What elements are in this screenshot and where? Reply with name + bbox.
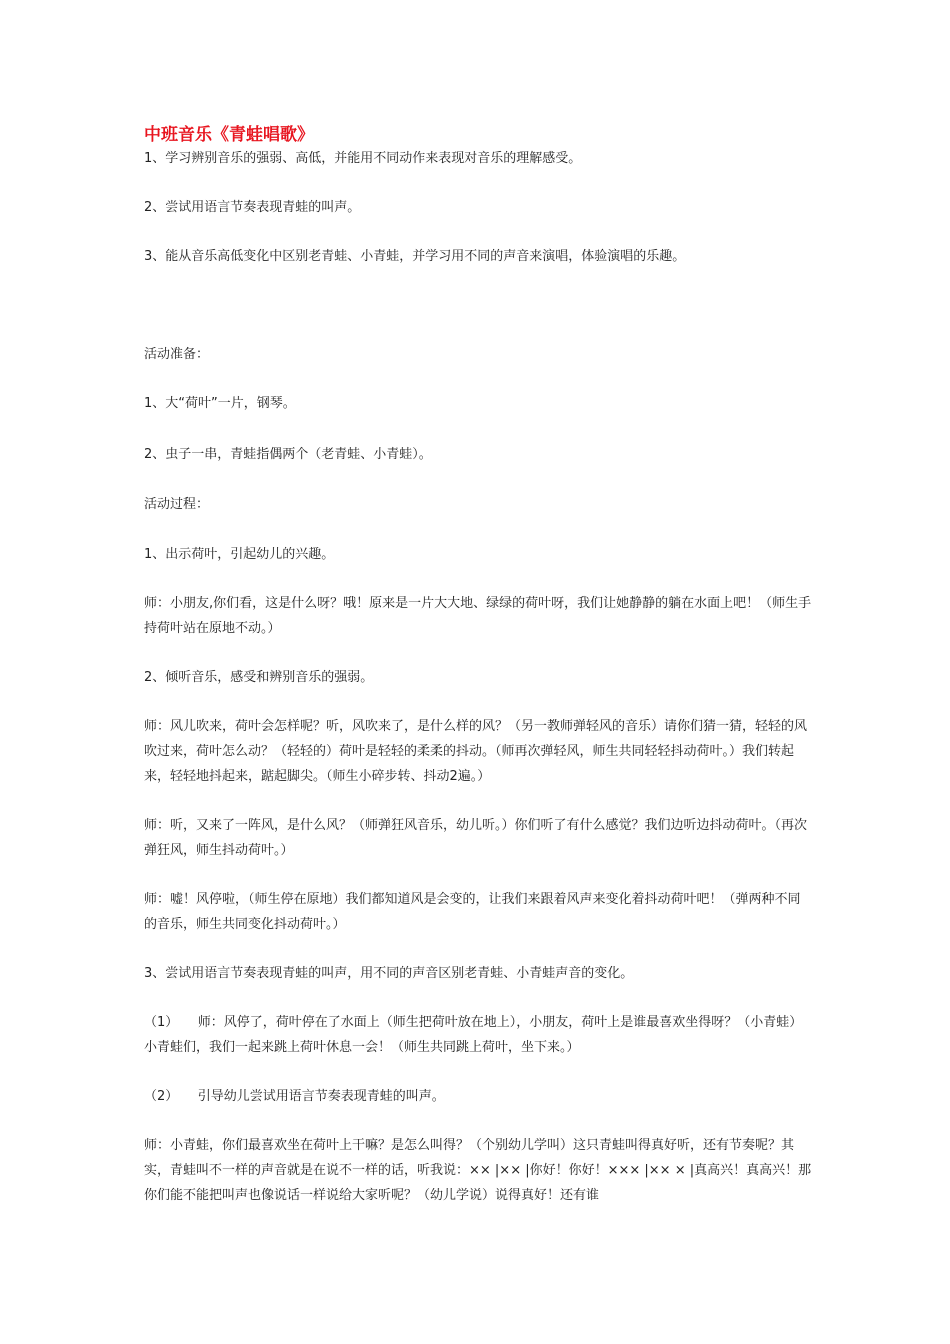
heading-preparation: 活动准备： <box>144 347 210 362</box>
paragraph-prep-2: 2、虫子一串，青蛙指偶两个（老青蛙、小青蛙）。 <box>144 447 432 462</box>
paragraph-teacher-1: 师：小朋友,你们看，这是什么呀？哦！原来是一片大大地、绿绿的荷叶呀，我们让她静静的躺在水面上吧！（师生手持荷叶站在原地不动。） <box>144 596 812 636</box>
paragraph-teacher-5: 师：小青蛙，你们最喜欢坐在荷叶上干嘛？是怎么叫得？（个别幼儿学叫）这只青蛙叫得真好听，还有节奏呢？其实，青蛙叫不一样的声音就是在说不一样的话，听我说：×× |×× |你好！你好！××× |×× × |真高兴！真高兴！那你们能不能把叫声也像说话一样说给大家听呢？（幼儿学说）说得真好！还有谁 <box>144 1138 812 1203</box>
paragraph-step-2: 2、倾听音乐，感受和辨别音乐的强弱。 <box>144 670 374 685</box>
document-title: 中班音乐《青蛙唱歌》 <box>144 125 314 145</box>
heading-process: 活动过程： <box>144 497 210 512</box>
paragraph-step-3: 3、尝试用语言节奏表现青蛙的叫声，用不同的声音区别老青蛙、小青蛙声音的变化。 <box>144 966 634 981</box>
paragraph-step-1: 1、出示荷叶，引起幼儿的兴趣。 <box>144 547 335 562</box>
paragraph-prep-1: 1、大“荷叶”一片，钢琴。 <box>144 396 296 411</box>
paragraph-teacher-2: 师：风儿吹来，荷叶会怎样呢？听，风吹来了，是什么样的风？（另一教师弹轻风的音乐）请你们猜一猜，轻轻的风吹过来，荷叶怎么动？（轻轻的）荷叶是轻轻的柔柔的抖动。（师再次弹轻风，师生共同轻轻抖动荷叶。）我们转起来，轻轻地抖起来，踮起脚尖。（师生小碎步转、抖动2遍。） <box>144 719 808 784</box>
document-page <box>144 124 812 1208</box>
paragraph-goal-3: 3、能从音乐高低变化中区别老青蛙、小青蛙，并学习用不同的声音来演唱，体验演唱的乐趣。 <box>144 249 686 264</box>
paragraph-goal-1: 1、学习辨别音乐的强弱、高低，并能用不同动作来表现对音乐的理解感受。 <box>144 151 582 166</box>
paragraph-teacher-3: 师：听，又来了一阵风，是什么风？（师弹狂风音乐，幼儿听。）你们听了有什么感觉？我们边听边抖动荷叶。（再次弹狂风，师生抖动荷叶。） <box>144 818 808 858</box>
paragraph-substep-2: （2） 引导幼儿尝试用语言节奏表现青蛙的叫声。 <box>144 1089 445 1104</box>
paragraph-teacher-4: 师：嘘！风停啦，（师生停在原地）我们都知道风是会变的，让我们来跟着风声来变化着抖动荷叶吧！（弹两种不同的音乐，师生共同变化抖动荷叶。） <box>144 892 801 932</box>
paragraph-goal-2: 2、尝试用语言节奏表现青蛙的叫声。 <box>144 200 361 215</box>
paragraph-substep-1: （1） 师：风停了，荷叶停在了水面上（师生把荷叶放在地上），小朋友，荷叶上是谁最喜欢坐得呀？（小青蛙）小青蛙们，我们一起来跳上荷叶休息一会！（师生共同跳上荷叶，坐下来。） <box>144 1015 803 1055</box>
